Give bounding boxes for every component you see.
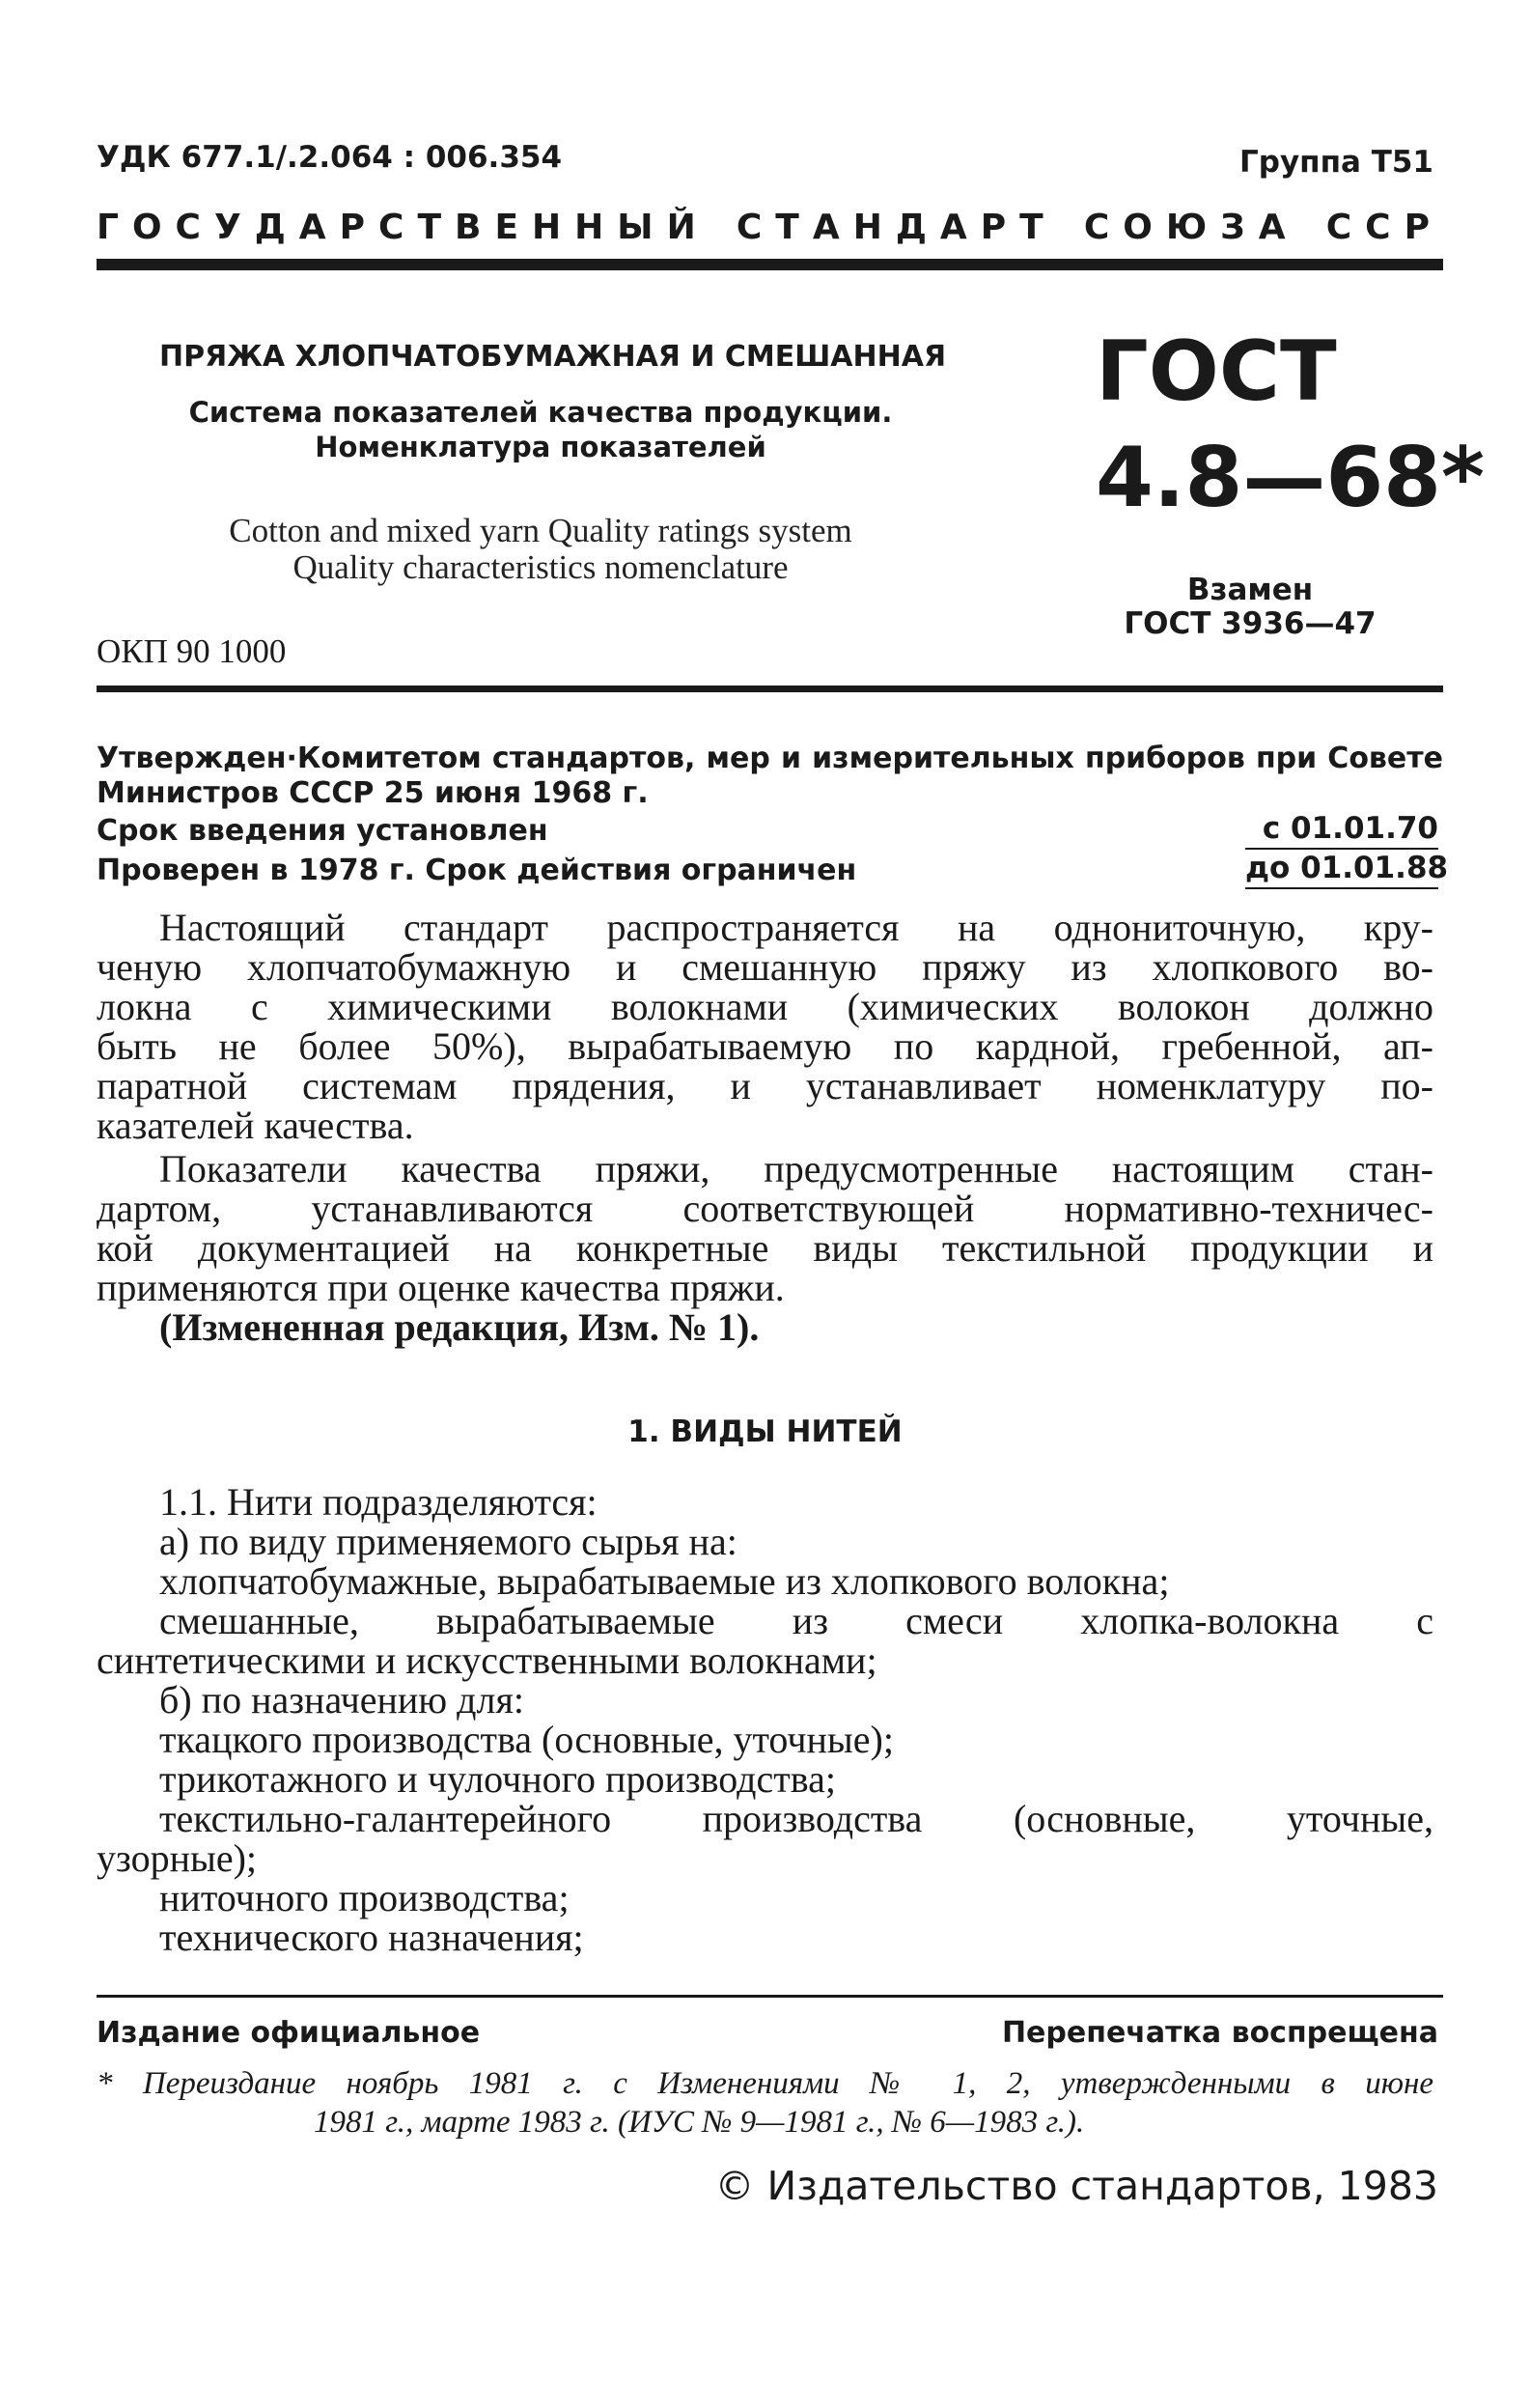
text-line: ткацкого производства (основные, уточные);: [159, 1718, 894, 1761]
official-edition: Издание официальное: [97, 2016, 481, 2050]
text-line: трикотажного и чулочного производства;: [159, 1757, 836, 1801]
approval-line-1: Утвержден·Комитетом стандартов, мер и измерительных приборов при Совете: [97, 742, 1443, 775]
term-label: Срок введения установлен: [97, 814, 548, 848]
revision-note: (Измененная редакция, Изм. № 1).: [159, 1305, 760, 1349]
english-title-1: Cotton and mixed yarn Quality ratings system: [229, 512, 852, 549]
udk-code: УДК 677.1/.2.064 : 006.354: [97, 140, 563, 175]
replaces-value: ГОСТ 3936—47: [1124, 606, 1377, 641]
text-line: дартом, устанавливаются соответствующей нормативно-техничес-: [97, 1187, 1433, 1230]
group-code: Группа Т51: [1239, 145, 1433, 180]
text-line: ченую хлопчатобумажную и смешанную пряжу из хлопкового во-: [97, 945, 1433, 989]
text-line: б) по назначению для:: [159, 1678, 524, 1722]
approval-line-2: Министров СССР 25 июня 1968 г.: [97, 776, 649, 810]
replaces-label: Взамен: [1186, 573, 1314, 607]
english-title-2: Quality characteristics nomenclature: [292, 548, 789, 586]
section-1-body: [97, 1482, 1433, 1957]
text-line: локна с химическими волокнами (химических волокон должно: [97, 985, 1433, 1028]
intro-paragraph-2: [97, 1149, 1433, 1307]
footer-rule: [97, 1995, 1443, 1998]
reissue-note-2: 1981 г., марте 1983 г. (ИУС № 9—1981 г., № 6—1983 г.).: [314, 2105, 1085, 2140]
okp-code: ОКП 90 1000: [97, 632, 287, 670]
header-rule: [97, 259, 1443, 270]
text-line: синтетическими и искусственными волокнами;: [97, 1638, 877, 1682]
reprint-prohibited: Перепечатка воспрещена: [1001, 2016, 1438, 2050]
title-rule: [97, 686, 1443, 692]
section-1-title: 1. ВИДЫ НИТЕЙ: [627, 1414, 903, 1449]
text-line: кой документацией на конкретные виды текстильной продукции и: [97, 1226, 1433, 1270]
document-title: ПРЯЖА ХЛОПЧАТОБУМАЖНАЯ И СМЕШАННАЯ: [159, 340, 947, 374]
text-line: быть не более 50%), вырабатываемую по кардной, гребенной, ап-: [97, 1024, 1433, 1068]
reissue-note-1: * Переиздание ноябрь 1981 г. с Изменениями № 1, 2, утвержденными в июне: [97, 2066, 1433, 2101]
text-line: а) по виду применяемого сырья на:: [159, 1520, 737, 1563]
text-line: технического назначения;: [159, 1916, 584, 1959]
text-line: 1.1. Нити подразделяются:: [159, 1480, 598, 1524]
gost-label: ГОСТ: [1096, 323, 1337, 420]
state-standard-banner: ГОСУДАРСТВЕННЫЙ СТАНДАРТ СОЮЗА ССР: [97, 208, 1443, 247]
text-line: хлопчатобумажные, вырабатываемые из хлопкового волокна;: [159, 1559, 1170, 1603]
gost-number: 4.8—68*: [1096, 430, 1485, 526]
document-subtitle-1: Система показателей качества продукции.: [188, 396, 893, 429]
text-line: казателей качества.: [97, 1104, 414, 1147]
intro-paragraph-1: [97, 908, 1433, 1145]
text-line: применяются при оценке качества пряжи.: [97, 1266, 785, 1309]
document-subtitle-2: Номенклатура показателей: [315, 431, 766, 463]
checked-value: до 01.01.88: [1245, 851, 1438, 889]
text-line: узорные);: [97, 1836, 258, 1880]
text-line: Показатели качества пряжи, предусмотренные настоящим стан-: [159, 1147, 1433, 1190]
text-line: смешанные, вырабатываемые из смеси хлопка-волокна с: [159, 1599, 1433, 1642]
text-line: ниточного производства;: [159, 1876, 570, 1919]
checked-label: Проверен в 1978 г. Срок действия ограничен: [97, 854, 857, 887]
term-value: с 01.01.70: [1245, 811, 1438, 850]
text-line: текстильно-галантерейного производства (основные, уточные,: [159, 1797, 1433, 1840]
copyright: © Издательство стандартов, 1983: [714, 2163, 1438, 2209]
text-line: паратной системам прядения, и устанавливает номенклатуру по-: [97, 1064, 1433, 1107]
text-line: Настоящий стандарт распространяется на однониточную, кру-: [159, 906, 1433, 949]
